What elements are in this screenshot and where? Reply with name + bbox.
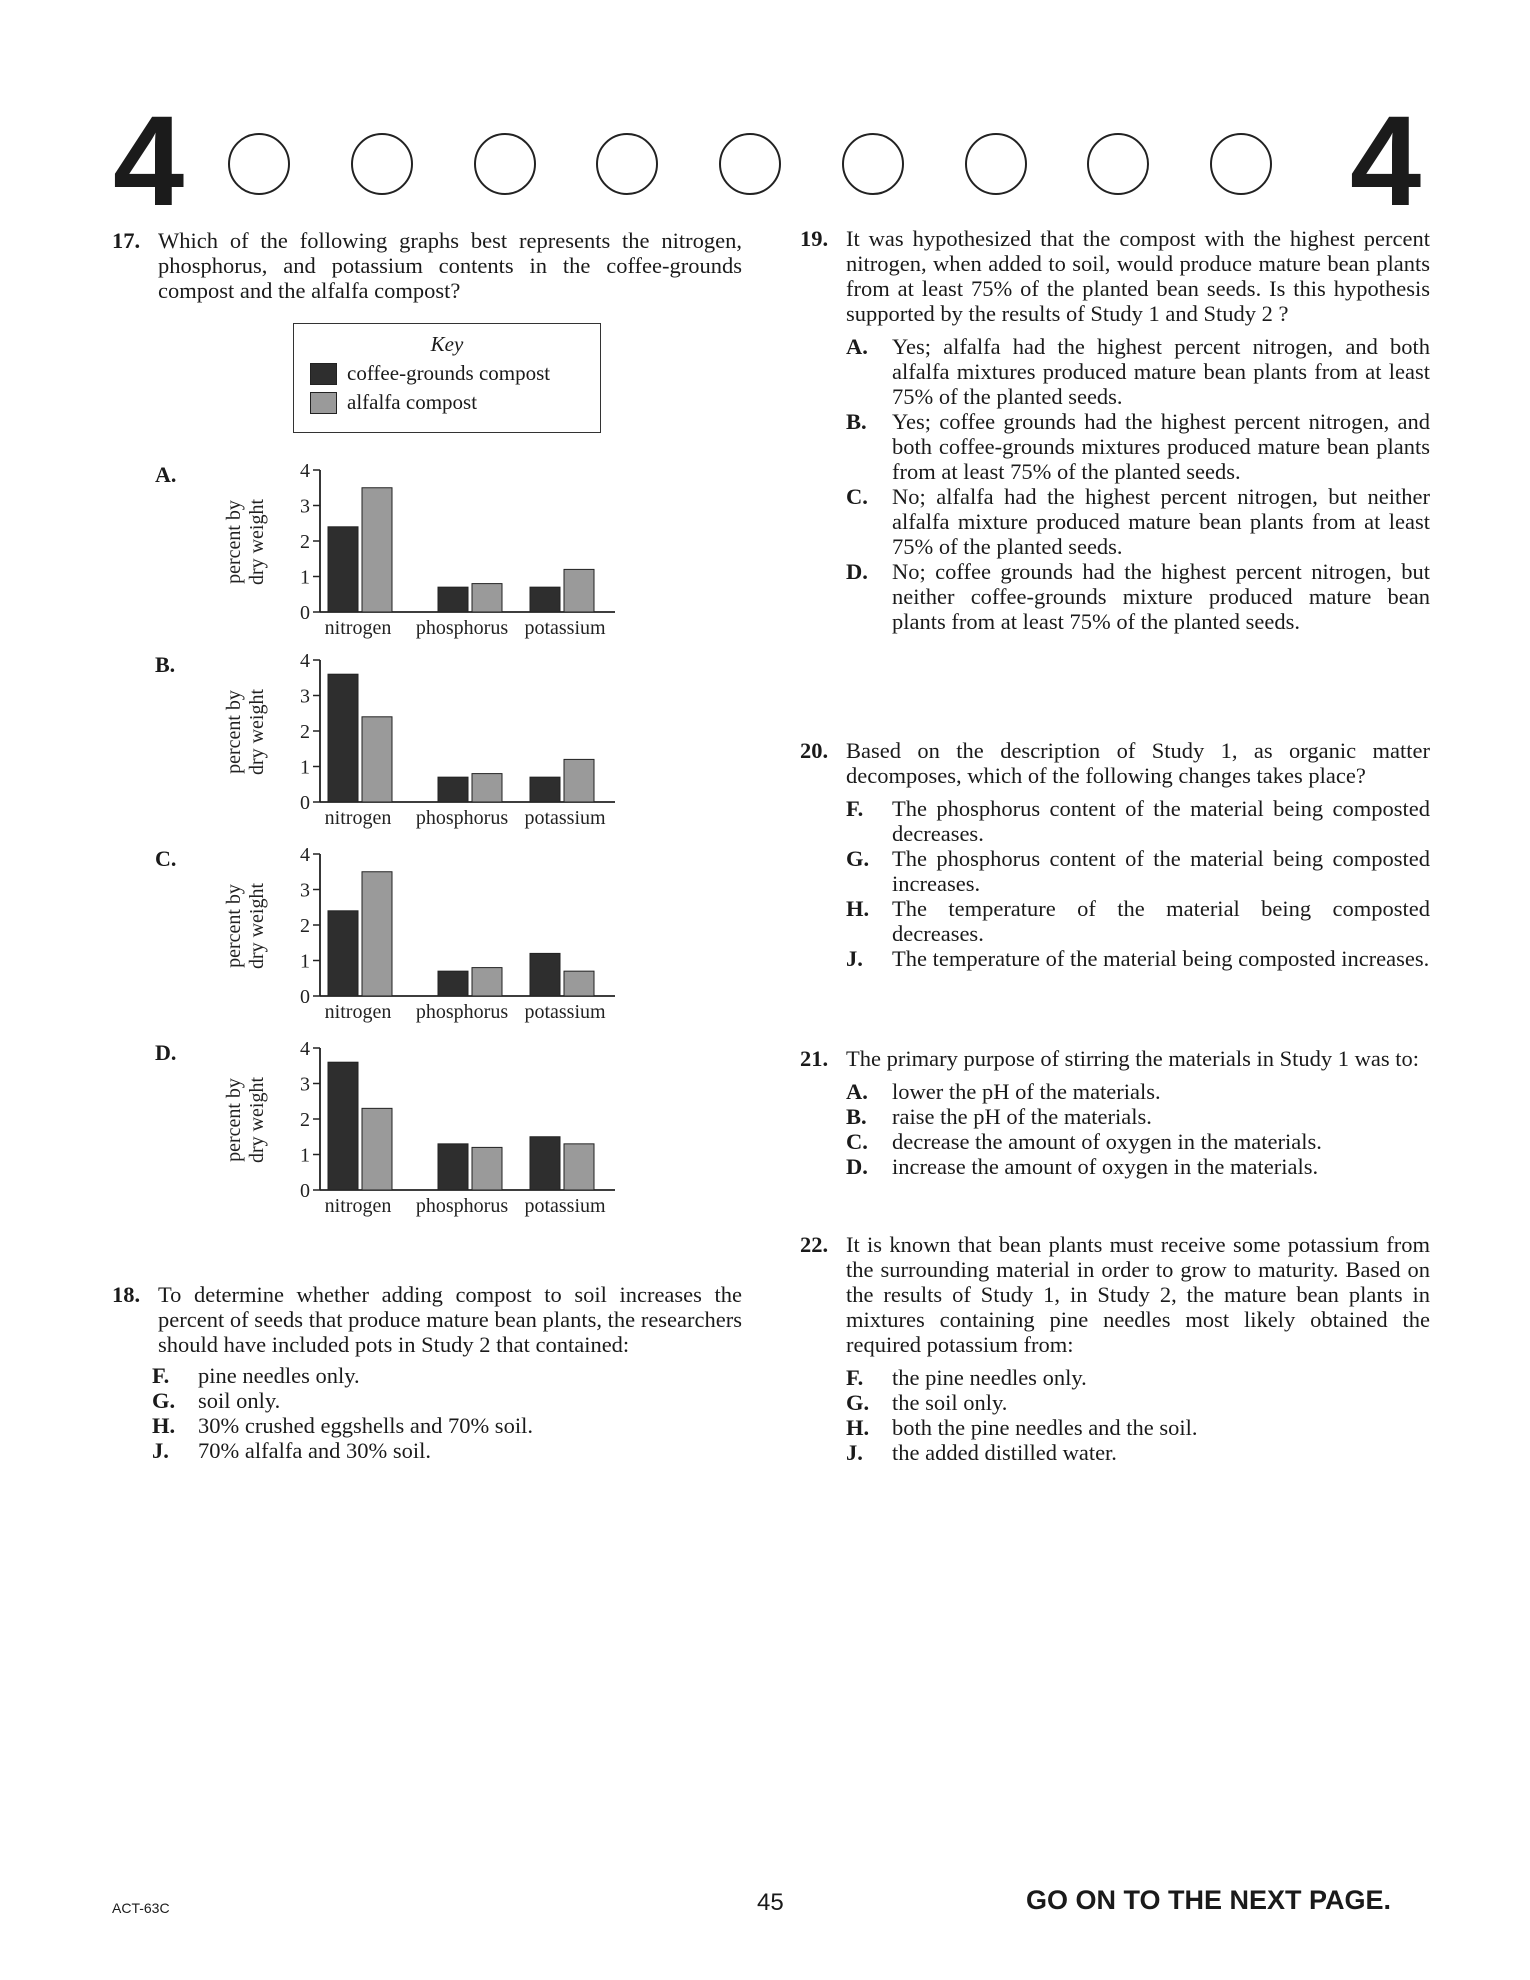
y-tick-label: 0	[300, 986, 310, 1008]
answer-option-h[interactable]: H. 30% crushed eggshells and 70% soil.	[152, 1413, 533, 1438]
y-tick-label: 2	[300, 531, 310, 553]
header-circle	[1210, 133, 1272, 195]
header-circle	[1087, 133, 1149, 195]
answer-option-c[interactable]: C. No; alfalfa had the highest percent nitrogen, but neither alfalfa mixture produced mature bean plants from at least 75% of the planted seeds.	[846, 484, 1430, 559]
answer-option-j[interactable]: J. The temperature of the material being composted increases.	[846, 946, 1430, 971]
bar-potassium-alfalfa	[564, 759, 594, 802]
answer-option-g[interactable]: G. soil only.	[152, 1388, 281, 1413]
answer-option-h[interactable]: H. both the pine needles and the soil.	[846, 1415, 1198, 1440]
y-axis-label: percent bydry weight	[223, 498, 268, 586]
chart-option-letter: D.	[155, 1040, 177, 1065]
answer-option-f[interactable]: F. The phosphorus content of the material being composted decreases.	[846, 796, 1430, 846]
answer-option-a[interactable]: A. Yes; alfalfa had the highest percent nitrogen, and both alfalfa mixtures produced mature bean plants from at least 75% of the planted seeds.	[846, 334, 1430, 409]
question-number: 22.	[800, 1232, 829, 1257]
key-item-coffee	[310, 361, 600, 386]
x-category-label: nitrogen	[324, 1001, 392, 1023]
answer-option-j[interactable]: J. 70% alfalfa and 30% soil.	[152, 1438, 432, 1463]
question-number: 17.	[112, 228, 141, 253]
coffee-swatch	[310, 363, 337, 385]
y-tick-label: 0	[300, 792, 310, 814]
answer-option-f[interactable]: F. the pine needles only.	[846, 1365, 1087, 1390]
y-tick-label: 2	[300, 721, 310, 743]
question-number: 19.	[800, 226, 829, 251]
chart-option-letter: C.	[155, 846, 177, 871]
answer-option-g[interactable]: G. the soil only.	[846, 1390, 1008, 1415]
chart-option-letter: A.	[155, 462, 177, 487]
y-axis-label: percent bydry weight	[223, 688, 268, 776]
bar-potassium-coffee	[530, 1137, 560, 1190]
header-circle	[842, 133, 904, 195]
answer-option-d[interactable]: D. increase the amount of oxygen in the materials.	[846, 1154, 1319, 1179]
header-circle	[719, 133, 781, 195]
header-circle	[965, 133, 1027, 195]
chart-option-a[interactable]	[155, 462, 625, 647]
y-tick-label: 4	[300, 844, 310, 866]
bar-nitrogen-coffee	[328, 911, 358, 996]
bar-nitrogen-coffee	[328, 674, 358, 802]
x-category-label: nitrogen	[324, 1195, 392, 1217]
header-circle	[351, 133, 413, 195]
x-category-label: phosphorus	[415, 807, 509, 829]
y-tick-label: 2	[300, 1109, 310, 1131]
question-text: To determine whether adding compost to soil increases the percent of seeds that produce mature bean plants, the researchers should have included pots in Study 2 that contained:	[158, 1282, 742, 1357]
y-axis-label: percent bydry weight	[223, 882, 268, 970]
next-page-notice: GO ON TO THE NEXT PAGE.	[1026, 1885, 1392, 1915]
question-text: Which of the following graphs best represents the nitrogen, phosphorus, and potassium contents in the coffee-grounds compost and the alfalfa compost?	[158, 228, 742, 303]
bar-nitrogen-alfalfa	[362, 1108, 392, 1190]
question-20	[800, 738, 1430, 971]
bar-nitrogen-coffee	[328, 527, 358, 612]
question-number: 20.	[800, 738, 829, 763]
question-19	[800, 226, 1430, 634]
bar-phosphorus-coffee	[438, 587, 468, 612]
bar-phosphorus-alfalfa	[472, 584, 502, 612]
bar-potassium-coffee	[530, 777, 560, 802]
question-21	[800, 1046, 1430, 1179]
x-category-label: potassium	[524, 1001, 606, 1023]
y-tick-label: 1	[300, 566, 310, 589]
y-tick-label: 3	[300, 1073, 310, 1096]
question-number: 18.	[112, 1282, 141, 1307]
bar-nitrogen-coffee	[328, 1062, 358, 1190]
bar-potassium-alfalfa	[564, 569, 594, 612]
y-tick-label: 4	[300, 1038, 310, 1060]
header-circle-row	[228, 133, 1272, 199]
key-title: Key	[430, 332, 464, 356]
answer-option-g[interactable]: G. The phosphorus content of the material being composted increases.	[846, 846, 1430, 896]
bar-chart-a	[200, 462, 625, 647]
form-code: ACT-63C	[112, 1900, 170, 1916]
x-category-label: phosphorus	[415, 1001, 509, 1023]
bar-potassium-alfalfa	[564, 1144, 594, 1190]
bar-phosphorus-coffee	[438, 1144, 468, 1190]
bar-potassium-coffee	[530, 953, 560, 996]
y-tick-label: 3	[300, 685, 310, 708]
y-tick-label: 1	[300, 950, 310, 973]
section-number-left: 4	[113, 90, 185, 233]
y-tick-label: 1	[300, 1144, 310, 1167]
y-tick-label: 4	[300, 460, 310, 482]
y-tick-label: 1	[300, 756, 310, 779]
x-category-label: nitrogen	[324, 617, 392, 639]
bar-phosphorus-alfalfa	[472, 1147, 502, 1190]
answer-option-b[interactable]: B. raise the pH of the materials.	[846, 1104, 1152, 1129]
x-category-label: nitrogen	[324, 807, 392, 829]
bar-nitrogen-alfalfa	[362, 872, 392, 996]
bar-chart-c	[200, 846, 625, 1031]
answer-option-b[interactable]: B. Yes; coffee grounds had the highest percent nitrogen, and both coffee-grounds mixtures produced mature bean plants from at least 75% of the planted seeds.	[846, 409, 1430, 484]
bar-phosphorus-coffee	[438, 971, 468, 996]
x-category-label: phosphorus	[415, 1195, 509, 1217]
answer-option-c[interactable]: C. decrease the amount of oxygen in the materials.	[846, 1129, 1322, 1154]
answer-option-j[interactable]: J. the added distilled water.	[846, 1440, 1117, 1465]
question-text: Based on the description of Study 1, as organic matter decomposes, which of the following changes takes place?	[846, 738, 1430, 788]
header-circle	[228, 133, 290, 195]
question-22	[800, 1232, 1430, 1465]
bar-chart-b	[200, 652, 625, 837]
y-tick-label: 3	[300, 879, 310, 902]
y-tick-label: 4	[300, 650, 310, 672]
question-text: It was hypothesized that the compost with the highest percent nitrogen, when added to soil, would produce mature bean plants from at least 75% of the planted bean seeds. Is this hypothesis supported by the results of Study 1 and Study 2 ?	[846, 226, 1430, 326]
y-axis-label: percent bydry weight	[223, 1076, 268, 1164]
question-17	[112, 228, 742, 303]
y-tick-label: 0	[300, 1180, 310, 1202]
bar-nitrogen-alfalfa	[362, 717, 392, 802]
answer-option-f[interactable]: F. pine needles only.	[152, 1363, 360, 1388]
bar-potassium-coffee	[530, 587, 560, 612]
alfalfa-swatch	[310, 392, 337, 414]
question-18	[112, 1282, 742, 1463]
x-category-label: potassium	[524, 1195, 606, 1217]
key-label: coffee-grounds compost	[347, 361, 551, 385]
x-category-label: phosphorus	[415, 617, 509, 639]
bar-phosphorus-alfalfa	[472, 774, 502, 802]
question-text: The primary purpose of stirring the materials in Study 1 was to:	[846, 1046, 1420, 1071]
header-circle	[596, 133, 658, 195]
header-circle	[474, 133, 536, 195]
question-number: 21.	[800, 1046, 829, 1071]
answer-option-a[interactable]: A. lower the pH of the materials.	[846, 1079, 1161, 1104]
x-category-label: potassium	[524, 807, 606, 829]
y-tick-label: 0	[300, 602, 310, 624]
chart-option-d[interactable]	[155, 1040, 625, 1225]
bar-phosphorus-coffee	[438, 777, 468, 802]
bar-chart-d	[200, 1040, 625, 1225]
chart-option-letter: B.	[155, 652, 176, 677]
y-tick-label: 3	[300, 495, 310, 518]
answer-option-d[interactable]: D. No; coffee grounds had the highest percent nitrogen, but neither coffee-grounds mixture produced mature bean plants from at least 75% of the planted seeds.	[846, 559, 1430, 634]
bar-nitrogen-alfalfa	[362, 488, 392, 612]
key-label: alfalfa compost	[347, 390, 478, 414]
answer-option-h[interactable]: H. The temperature of the material being composted decreases.	[846, 896, 1430, 946]
bar-phosphorus-alfalfa	[472, 968, 502, 996]
chart-option-c[interactable]	[155, 846, 625, 1031]
section-number-right: 4	[1350, 90, 1422, 233]
key-item-alfalfa	[310, 390, 600, 415]
chart-option-b[interactable]	[155, 652, 625, 837]
page-number: 45	[757, 1889, 784, 1916]
bar-potassium-alfalfa	[564, 971, 594, 996]
question-text: It is known that bean plants must receive some potassium from the surrounding material in order to grow to maturity. Based on the results of Study 1, in Study 2, the mature bean plants in mixtures containing pine needles most likely obtained the required potassium from:	[846, 1232, 1430, 1357]
x-category-label: potassium	[524, 617, 606, 639]
y-tick-label: 2	[300, 915, 310, 937]
chart-key	[293, 323, 601, 433]
